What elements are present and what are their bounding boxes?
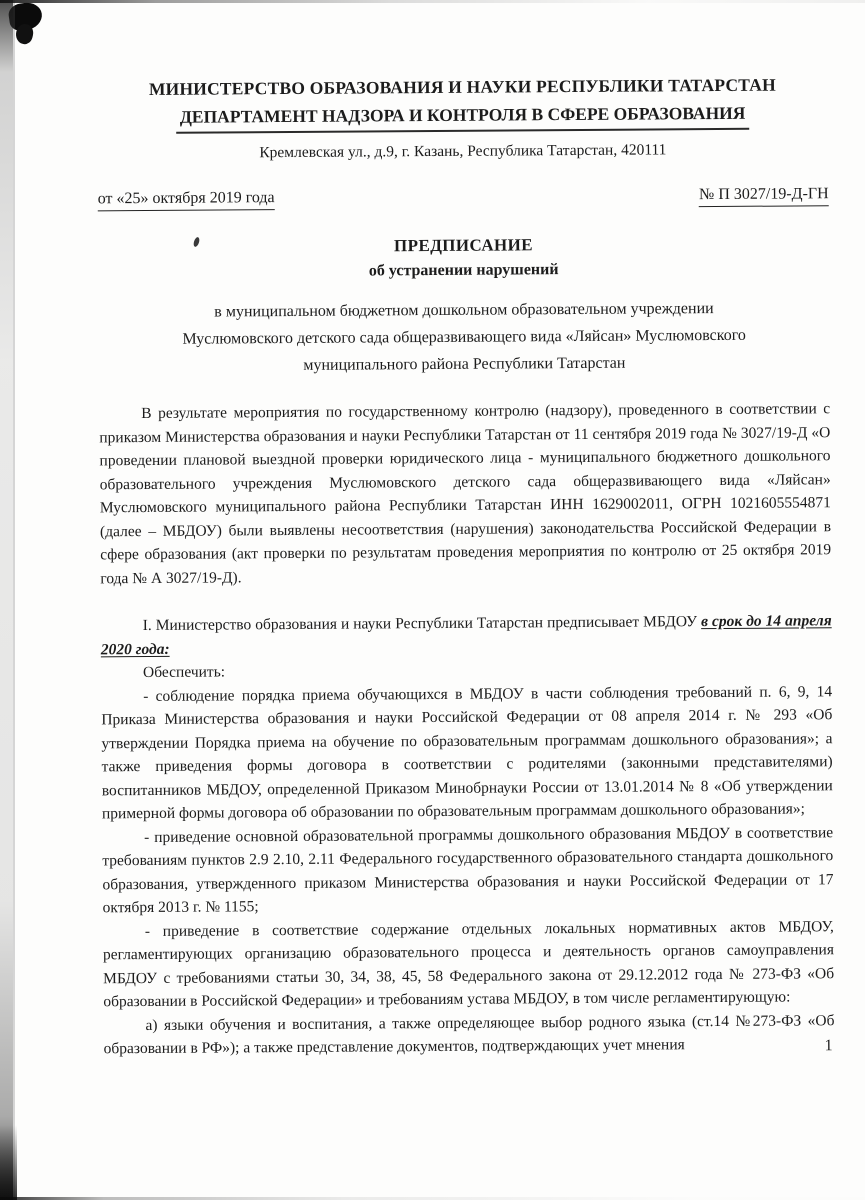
addressee-block [98,294,830,380]
reference-row [98,185,829,211]
paragraph [102,821,834,920]
paragraph-text: а) языки обучения и воспитания, а также определяющее выбор родного языка (ст.14 №273-ФЗ «Об образовании в РФ»); а также представление документов, подтверждающих учет мнения [103,1011,835,1058]
paragraph-text: - соблюдение порядка приема обучающихся в МБДОУ в части соблюдения требований п. 6, 9, 14 Приказа Министерства образования и науки Российской Федерации от 08 апреля 2014 г. № 293 «Об утверждении Порядка приема на обучение по образовательным программам дошкольного образования»; а также приведения формы договора в соответствии с родителями (законными представителями) воспитанников МБДОУ, определенной Приказом Минобрнауки России от 13.01.2014 № 8 «Об утверждении примерной формы договора об образовании по образовательным программам дошкольного образования»; [101,682,833,823]
deadline-emphasis: в срок до 14 апреля 2020 года: [100,612,832,658]
paragraph-text: Обеспечить: [142,663,226,682]
page-number: 1 [824,1037,833,1055]
paragraph-text: - приведение в соответствие содержание отдельных локальных нормативных актов МБДОУ, регламентирующих организацию образовательного процесса и деятельность органов самоуправления МБДОУ с требованиями статьи 30, 34, 38, 45, 58 Федерального закона от 29.12.2012 года № 273-ФЗ «Об образовании в Российской Федерации» и требованиям устава МБДОУ, в том числе регламентирующую: [102,917,835,1011]
addressee-line: Муслюмовского детского сада общеразвивающего вида «Ляйсан» Муслюмовского [182,326,746,348]
paragraph [101,680,833,826]
document-subtitle: об устранении нарушений [368,261,559,280]
document-title-block [98,232,829,283]
paragraph-text: В результате мероприятия по государственному контролю (надзору), проведенного в соответствии с приказом Министерства образования и науки Республики Татарстан от 11 сентября 2019 года № 3027/19-Д «О проведении плановой выездной проверки юридического лица - муниципального бюджетного дошкольного образовательного учреждения Муслюмовского детского сада общеразвивающего вида «Ляйсан» Муслюмовского муниципального района Республики Татарстан ИНН 1629002011, ОГРН 1021605554871 (далее – МБДОУ) были выявлены несоответствия (нарушения) законодательства Российской Федерации в сфере образования (акт проверки по результатам проведения мероприятия по контролю от 25 октября 2019 года № А 3027/19-Д). [99,400,832,587]
ministry-name: МИНИСТЕРСТВО ОБРАЗОВАНИЯ И НАУКИ РЕСПУБЛИКИ ТАТАРСТАН [148,74,776,99]
paragraph-text: - приведение основной образовательной программы дошкольного образования МБДОУ в соответствие требованиям пунктов 2.9 2.10, 2.11 Федерального государственного образовательного стандарта дошкольного образования, утвержденного приказом Министерства образования и науки Российской Федерации от 17 октября 2013 г. № 1155; [102,823,834,917]
paragraph [101,609,832,661]
addressee-line: в муниципальном бюджетном дошкольном образовательном учреждении [214,300,714,321]
paragraph [103,1009,834,1061]
document-number: № П 3027/19-Д-ГН [699,185,829,207]
department-name-row [97,101,828,134]
document-body [99,397,835,1061]
paragraph [99,397,831,590]
document-date: от «25» октября 2019 года [98,189,275,211]
department-name: ДЕПАРТАМЕНТ НАДЗОРА И КОНТРОЛЯ В СФЕРЕ ОБРАЗОВАНИЯ [176,102,750,134]
addressee-line: муниципального района Республики Татарстан [303,354,626,374]
org-address: Кремлевская ул., д.9, г. Казань, Республика Татарстан, 420111 [259,141,667,162]
document-title: ПРЕДПИСАНИЕ [393,235,534,256]
paragraph-text: I. Министерство образования и науки Республики Татарстан предписывает МБДОУ [142,613,702,635]
scan-artifact-bottom-left-corner [0,1125,17,1200]
paragraph [103,915,835,1014]
